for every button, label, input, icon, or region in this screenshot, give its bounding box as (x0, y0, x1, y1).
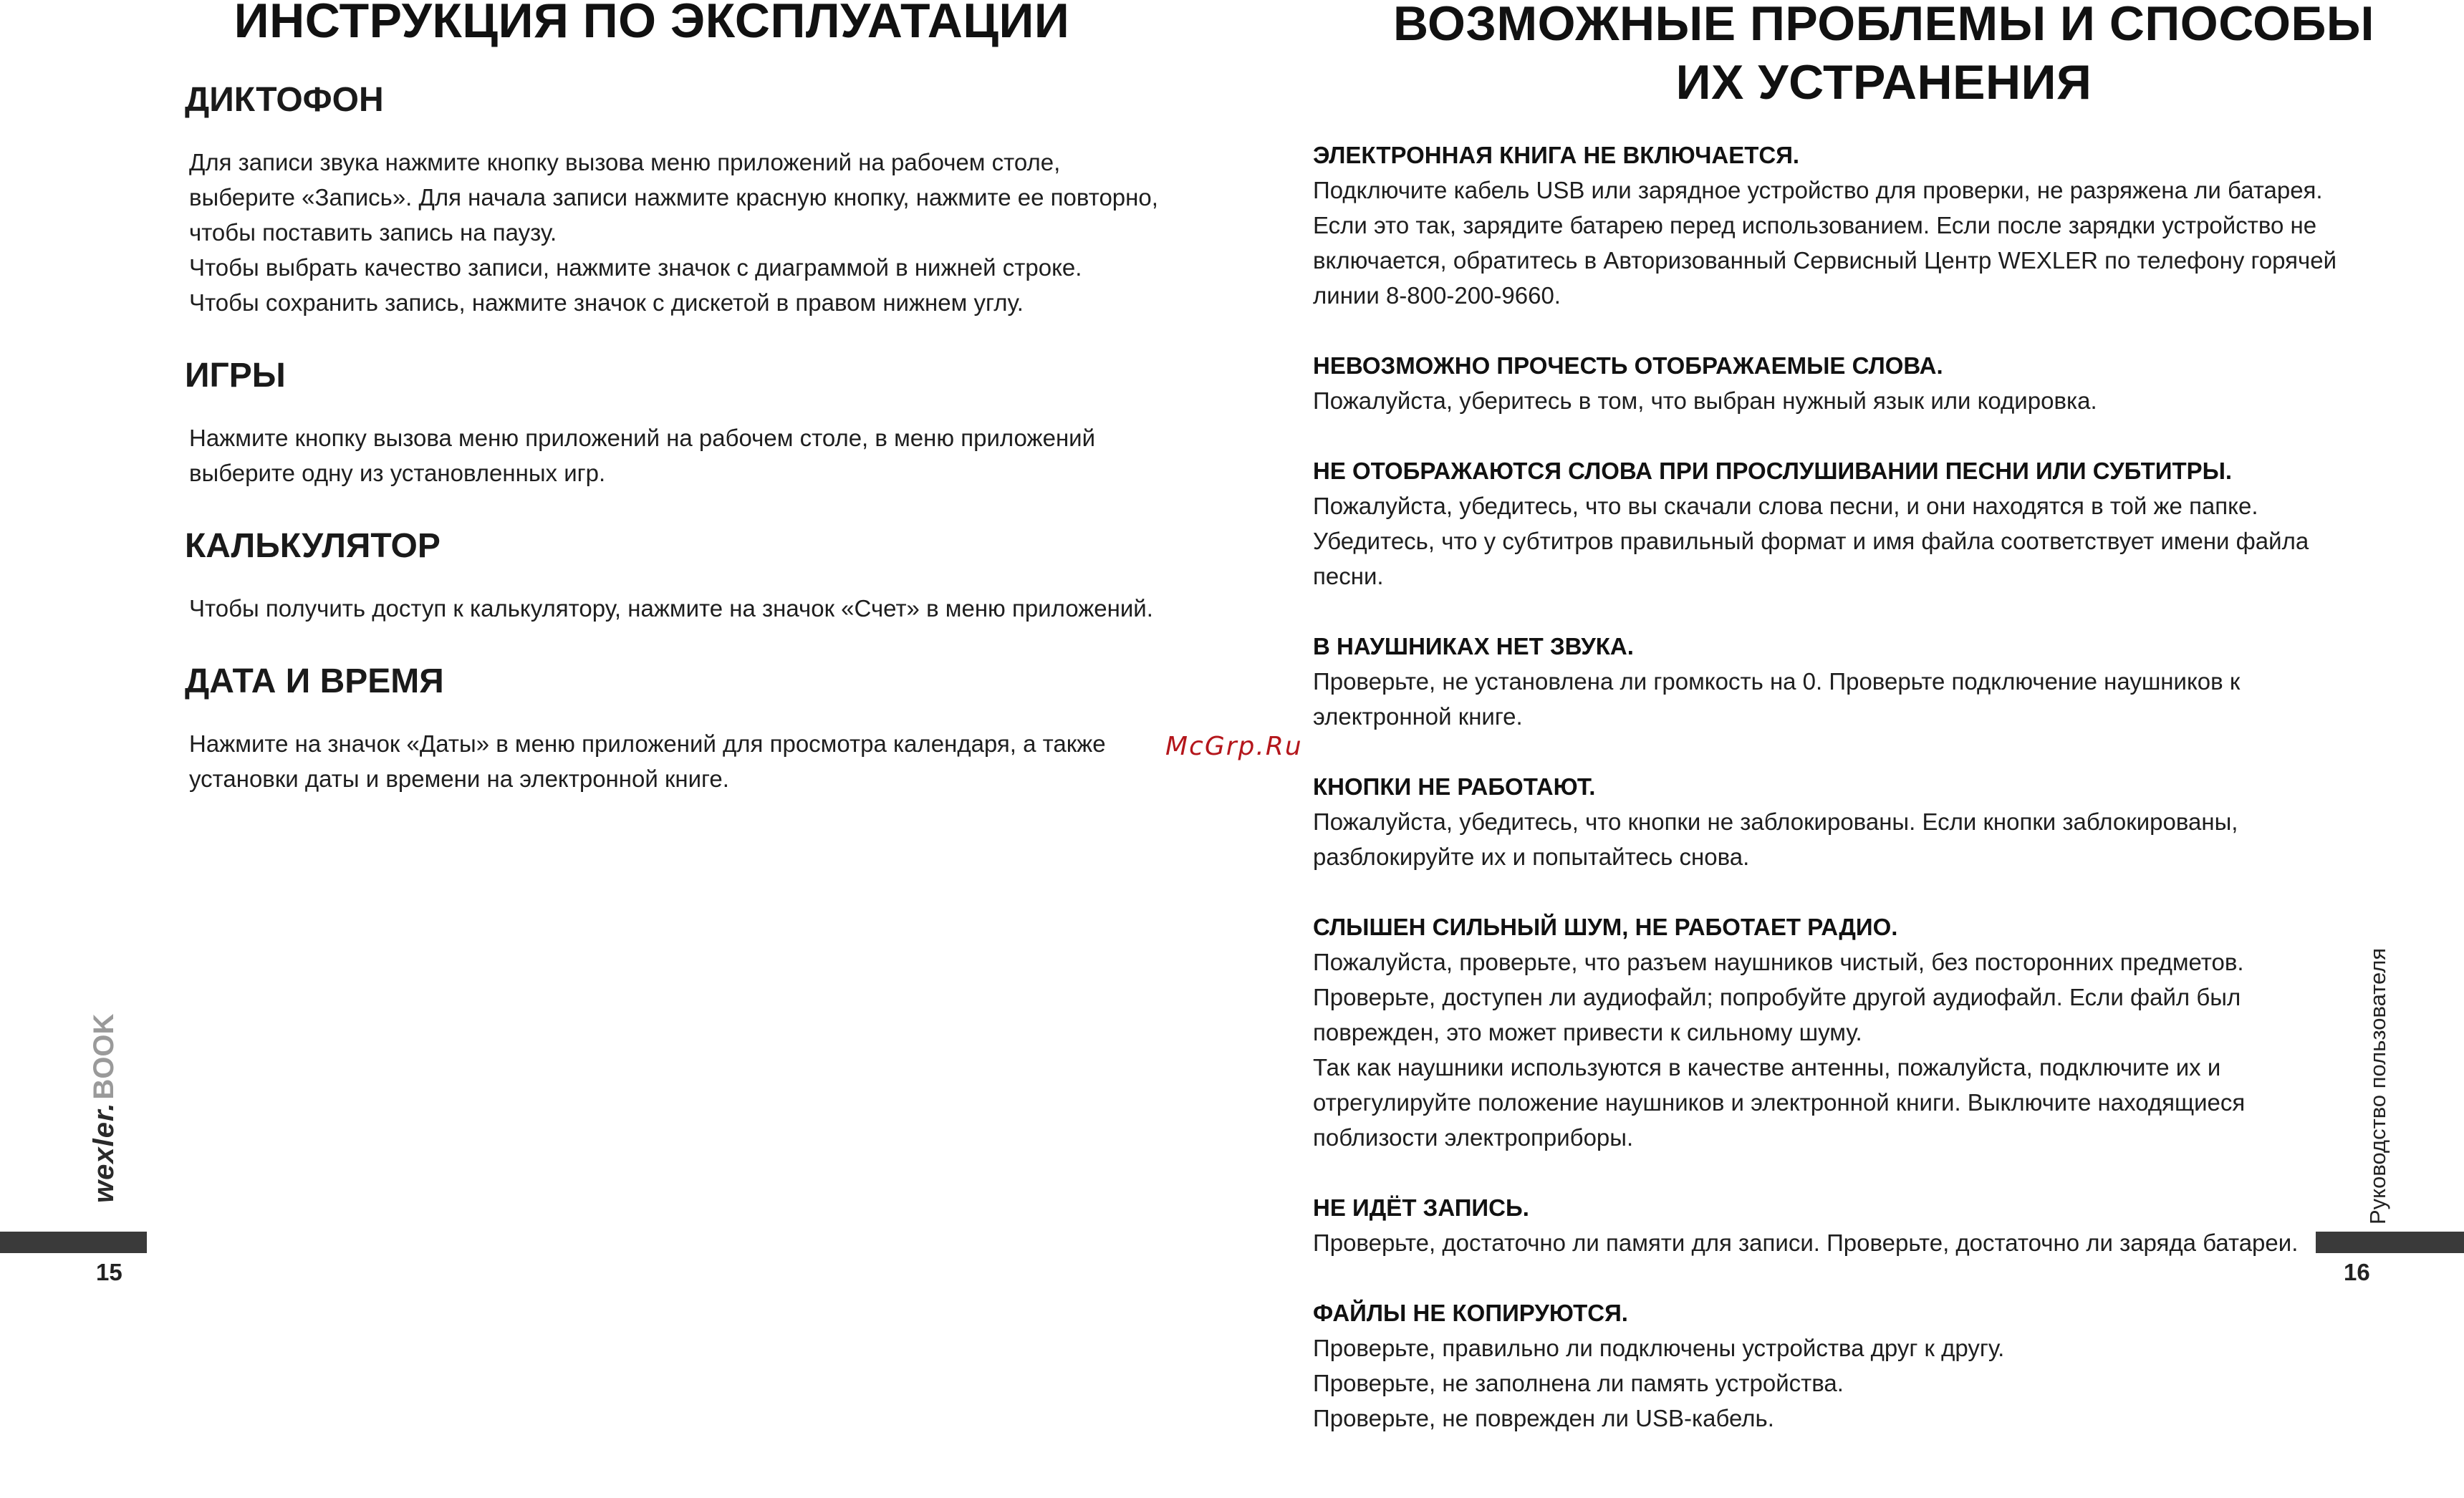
problem-item (1313, 1295, 2359, 1436)
problem-title: ФАЙЛЫ НЕ КОПИРУЮТСЯ. (1313, 1300, 1628, 1326)
section-heading: ДИКТОФОН (185, 81, 384, 119)
problem-text: Пожалуйста, уберитесь в том, что выбран нужный язык или кодировка. (1313, 387, 2097, 414)
brand-suffix: BOOK (88, 1013, 120, 1100)
problem-title: СЛЫШЕН СИЛЬНЫЙ ШУМ, НЕ РАБОТАЕТ РАДИО. (1313, 914, 1898, 940)
problem-item (1313, 453, 2359, 594)
section-heading: ИГРЫ (185, 357, 286, 395)
problem-title: НЕВОЗМОЖНО ПРОЧЕСТЬ ОТОБРАЖАЕМЫЕ СЛОВА. (1313, 352, 1943, 379)
section-body (189, 420, 1159, 491)
page-title (1275, 0, 2464, 112)
problem-item (1313, 348, 2359, 418)
page-number: 16 (2344, 1259, 2370, 1285)
problem-title: НЕ ОТОБРАЖАЮТСЯ СЛОВА ПРИ ПРОСЛУШИВАНИИ ПЕСНИ ИЛИ СУБТИТРЫ. (1313, 458, 2233, 484)
problem-text: Так как наушники используются в качестве антенны, пожалуйста, подключите их и отрегулируйте положение наушников и электронной книги. Выключите находящиеся поблизости электроприборы. (1313, 1054, 2246, 1151)
troubleshooting-list (1313, 137, 2359, 1436)
page-title-line: ВОЗМОЖНЫЕ ПРОБЛЕМЫ И СПОСОБЫ (1393, 0, 2374, 51)
page-title: ИНСТРУКЦИЯ ПО ЭКСПЛУАТАЦИИ (234, 0, 1070, 48)
section-date-time (185, 659, 1159, 796)
section-body (189, 145, 1159, 320)
problem-item (1313, 769, 2359, 874)
problem-text: Проверьте, правильно ли подключены устройства друг к другу. (1313, 1335, 2005, 1361)
section-body (189, 591, 1159, 626)
section-dictaphone (185, 77, 1159, 320)
problem-title: В НАУШНИКАХ НЕТ ЗВУКА. (1313, 633, 1634, 659)
paragraph: Нажмите кнопку вызова меню приложений на рабочем столе, в меню приложений выберите одну из установленных игр. (189, 425, 1096, 486)
problem-text: Проверьте, не поврежден ли USB-кабель. (1313, 1405, 1774, 1431)
problem-title: КНОПКИ НЕ РАБОТАЮТ. (1313, 773, 1596, 800)
paragraph: Чтобы выбрать качество записи, нажмите значок с диаграммой в нижней строке. (189, 254, 1082, 281)
problem-item (1313, 1190, 2359, 1260)
section-heading: ДАТА И ВРЕМЯ (185, 662, 444, 700)
section-games (185, 353, 1159, 491)
problem-text: Проверьте, не установлена ли громкость на 0. Проверьте подключение наушников к электронной книге. (1313, 668, 2241, 730)
footer-bar (2316, 1232, 2464, 1253)
section-body (189, 726, 1159, 796)
problem-item (1313, 137, 2359, 313)
problem-title: ЭЛЕКТРОННАЯ КНИГА НЕ ВКЛЮЧАЕТСЯ. (1313, 142, 1800, 168)
instructions-sections (185, 77, 1159, 796)
page-title-line: ИХ УСТРАНЕНИЯ (1675, 55, 2092, 110)
section-heading: КАЛЬКУЛЯТОР (185, 527, 441, 565)
right-page (1232, 0, 2464, 1498)
section-calculator (185, 523, 1159, 626)
brand-name: wexler. (88, 1102, 120, 1203)
paragraph: Для записи звука нажмите кнопку вызова меню приложений на рабочем столе, выберите «Запись». Для начала записи нажмите красную кнопку, нажмите ее повторно, чтобы поставить запись на паузу. (189, 149, 1158, 246)
problem-text: Проверьте, доступен ли аудиофайл; попробуйте другой аудиофайл. Если файл был поврежден, это может привести к сильному шуму. (1313, 984, 2241, 1045)
problem-item (1313, 909, 2359, 1155)
problem-text: Пожалуйста, проверьте, что разъем наушников чистый, без посторонних предметов. (1313, 949, 2244, 975)
paragraph: Чтобы сохранить запись, нажмите значок с дискетой в правом нижнем углу. (189, 289, 1024, 316)
footer-bar (0, 1232, 147, 1253)
problem-text: Пожалуйста, убедитесь, что вы скачали слова песни, и они находятся в той же папке. Убедитесь, что у субтитров правильный формат и имя файла соответствует имени файла песни. (1313, 493, 2309, 589)
problem-item (1313, 629, 2359, 734)
paragraph: Нажмите на значок «Даты» в меню приложений для просмотра календаря, а также установки даты и времени на электронной книге. (189, 730, 1106, 792)
watermark: McGrp.Ru (1165, 732, 1303, 761)
page-number: 15 (96, 1259, 122, 1285)
problem-text: Проверьте, не заполнена ли память устройства. (1313, 1370, 1844, 1396)
paragraph: Чтобы получить доступ к калькулятору, нажмите на значок «Счет» в меню приложений. (189, 595, 1153, 622)
problem-text: Проверьте, достаточно ли памяти для записи. Проверьте, достаточно ли заряда батареи. (1313, 1229, 2299, 1256)
problem-text: Подключите кабель USB или зарядное устройство для проверки, не разряжена ли батарея. Если это так, зарядите батарею перед использованием. Если после зарядки устройство не включается, обратитесь в Авторизованный Сервисный Центр WEXLER по телефону горячей линии 8-800-200-9660. (1313, 177, 2337, 309)
side-label: Руководство пользователя (2365, 947, 2390, 1224)
wexler-book-logo (86, 1002, 122, 1203)
problem-text: Пожалуйста, убедитесь, что кнопки не заблокированы. Если кнопки заблокированы, разблокируйте их и попытайтесь снова. (1313, 808, 2238, 870)
problem-title: НЕ ИДЁТ ЗАПИСЬ. (1313, 1194, 1529, 1221)
